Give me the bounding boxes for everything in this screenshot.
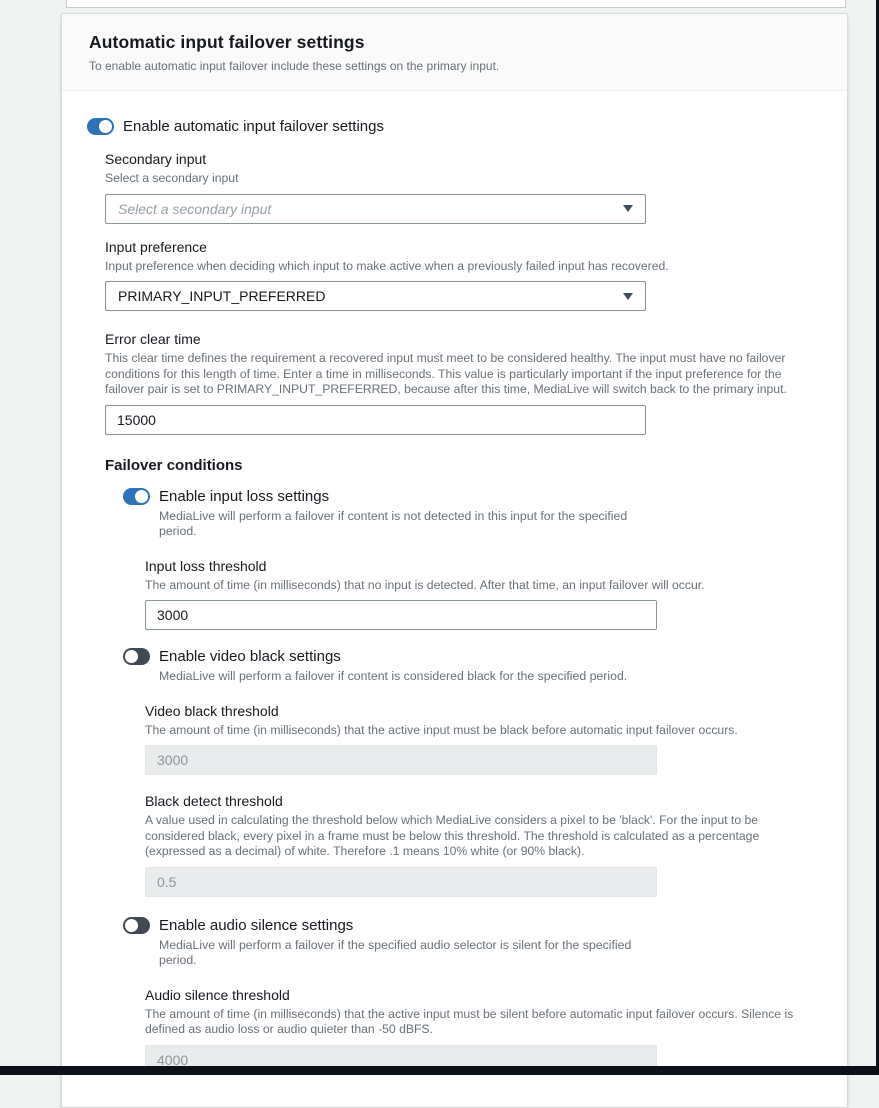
secondary-input-description: Select a secondary input: [105, 171, 239, 185]
secondary-input-select[interactable]: [105, 194, 646, 224]
enable-failover-toggle-row: [87, 118, 827, 135]
video-black-condition: [105, 648, 827, 897]
window-edge-bottom: [0, 1066, 879, 1075]
error-clear-time-group: [105, 331, 827, 435]
input-loss-toggle-row: [123, 488, 827, 505]
video-black-threshold-group: [145, 703, 827, 776]
audio-silence-toggle-label: Enable audio silence settings: [159, 916, 354, 934]
input-loss-toggle[interactable]: [123, 488, 150, 505]
panel-header: [62, 14, 847, 91]
video-black-toggle[interactable]: [123, 648, 150, 665]
error-clear-time-input[interactable]: [105, 405, 646, 435]
input-loss-condition: [105, 488, 827, 631]
input-loss-threshold-group: [145, 558, 827, 631]
audio-silence-condition: [105, 917, 827, 1075]
audio-silence-threshold-description: The amount of time (in milliseconds) that the active input must be silent before automatic input failover occurs. Silence is defined as audio loss or audio quieter than -50 dBFS.: [145, 1006, 794, 1036]
audio-silence-threshold-group: [145, 987, 827, 1075]
enable-failover-toggle-label: Enable automatic input failover settings: [123, 118, 384, 135]
input-preference-group: [105, 239, 827, 312]
error-clear-time-label: Error clear time: [105, 331, 201, 347]
input-loss-threshold-label: Input loss threshold: [145, 557, 267, 574]
error-clear-time-description: This clear time defines the requirement a recovered input must meet to be considered healthy. The input must have no failover conditions for this length of time. Enter a time in milliseconds. This value is particularly important if the input preference for the failover pair is set to PRIMARY_INPUT_PREFERRED, because after this time, MediaLive will switch back to the primary input.: [105, 351, 787, 396]
toggle-knob-icon: [135, 490, 148, 503]
toggle-knob-icon: [99, 120, 112, 133]
dropdown-caret-icon: [623, 205, 633, 212]
audio-silence-toggle-row: [123, 917, 827, 934]
black-detect-threshold-input: [145, 867, 657, 897]
input-preference-select[interactable]: [105, 281, 646, 311]
video-black-toggle-description: MediaLive will perform a failover if content is considered black for the specified period.: [159, 669, 628, 683]
input-preference-description: Input preference when deciding which input to make active when a previously failed input has recovered.: [105, 258, 669, 273]
secondary-input-label: Secondary input: [105, 151, 207, 167]
previous-card-edge: [66, 0, 846, 8]
audio-silence-toggle[interactable]: [123, 917, 150, 934]
panel-description: To enable automatic input failover include these settings on the primary input.: [89, 59, 500, 73]
input-loss-threshold-description: The amount of time (in milliseconds) that no input is detected. After that time, an input failover will occur.: [145, 577, 705, 592]
black-detect-threshold-group: [145, 793, 827, 897]
panel-title: Automatic input failover settings: [89, 32, 365, 52]
toggle-knob-icon: [125, 919, 138, 932]
automatic-input-failover-panel: [61, 13, 848, 1108]
enable-failover-toggle[interactable]: [87, 118, 114, 135]
secondary-input-select-placeholder: Select a secondary input: [118, 200, 272, 217]
video-black-toggle-label: Enable video black settings: [159, 648, 341, 665]
failover-conditions-heading: Failover conditions: [105, 456, 243, 474]
input-loss-threshold-input[interactable]: [145, 600, 657, 630]
input-loss-toggle-label: Enable input loss settings: [159, 487, 330, 505]
video-black-threshold-description: The amount of time (in milliseconds) that the active input must be black before automatic input failover occurs.: [145, 722, 738, 737]
toggle-knob-icon: [125, 650, 138, 663]
video-black-toggle-row: [123, 648, 827, 665]
panel-body: [62, 91, 847, 1107]
input-preference-select-value: PRIMARY_INPUT_PREFERRED: [118, 288, 326, 304]
input-loss-toggle-description: MediaLive will perform a failover if content is not detected in this input for the specified period.: [159, 508, 628, 538]
input-preference-label: Input preference: [105, 238, 207, 255]
audio-silence-toggle-description: MediaLive will perform a failover if the specified audio selector is silent for the specified period.: [159, 937, 632, 967]
video-black-threshold-label: Video black threshold: [145, 702, 279, 719]
black-detect-threshold-label: Black detect threshold: [145, 793, 283, 809]
secondary-input-group: [105, 151, 827, 224]
black-detect-threshold-description: A value used in calculating the threshold below which MediaLive considers a pixel to be 'black'. For the input to be considered black, every pixel in a frame must be below this threshold. The threshold is calculated as a percentage (expressed as a decimal) of white. Therefore .1 means 10% white (or 90% black).: [145, 813, 760, 858]
audio-silence-threshold-label: Audio silence threshold: [145, 986, 290, 1003]
dropdown-caret-icon: [623, 293, 633, 300]
video-black-threshold-input: [145, 745, 657, 775]
